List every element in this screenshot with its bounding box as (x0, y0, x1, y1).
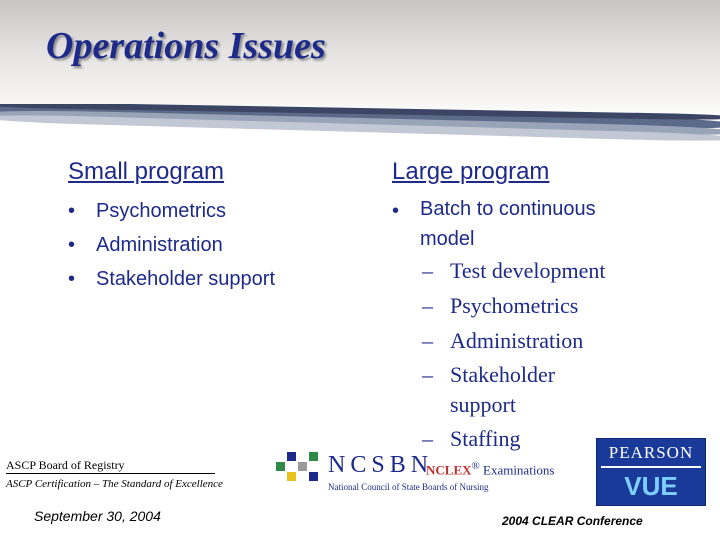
list-item: • Batch to continuous model (392, 198, 596, 250)
pearson-wordmark: PEARSON (608, 443, 694, 462)
large-program-list (392, 194, 692, 264)
logo-square-icon (309, 452, 318, 461)
sub-list-item-continued: support (450, 392, 516, 417)
sub-list-item: – Test development (422, 258, 606, 283)
logo-square-icon (287, 452, 296, 461)
nclex-label: NCLEX® Examinations (426, 460, 555, 478)
large-program-sublist (422, 258, 702, 454)
logo-square-icon (287, 472, 296, 481)
ncsbn-logo (276, 448, 566, 494)
logo-square-icon (276, 462, 285, 471)
footer-conference: 2004 CLEAR Conference (502, 514, 643, 528)
footer-org-name: ASCP Board of Registry (6, 458, 215, 474)
list-item: • Stakeholder support (68, 268, 276, 290)
list-item: • Psychometrics (68, 200, 227, 222)
sub-list-item: – Psychometrics (422, 293, 579, 318)
footer-date: September 30, 2004 (34, 508, 161, 524)
ncsbn-full-name: National Council of State Boards of Nursing (328, 482, 489, 492)
slide-title: Operations Issues (46, 25, 326, 67)
large-program-heading: Large program (392, 158, 550, 185)
small-program-heading: Small program (68, 158, 225, 185)
logo-square-icon (298, 462, 307, 471)
header-swoosh (0, 104, 720, 148)
list-item: • Administration (68, 234, 223, 256)
ncsbn-wordmark: NCSBN (328, 452, 434, 478)
small-program-list (68, 194, 328, 304)
pearson-vue-logo (596, 438, 706, 506)
sub-list-item: – Stakeholder (422, 362, 556, 387)
logo-square-icon (309, 472, 318, 481)
footer-org-tagline: ASCP Certification – The Standard of Excellence (6, 478, 223, 490)
sub-list-item: – Staffing (422, 426, 521, 451)
sub-list-item: – Administration (422, 328, 584, 353)
vue-wordmark: VUE (624, 471, 678, 501)
